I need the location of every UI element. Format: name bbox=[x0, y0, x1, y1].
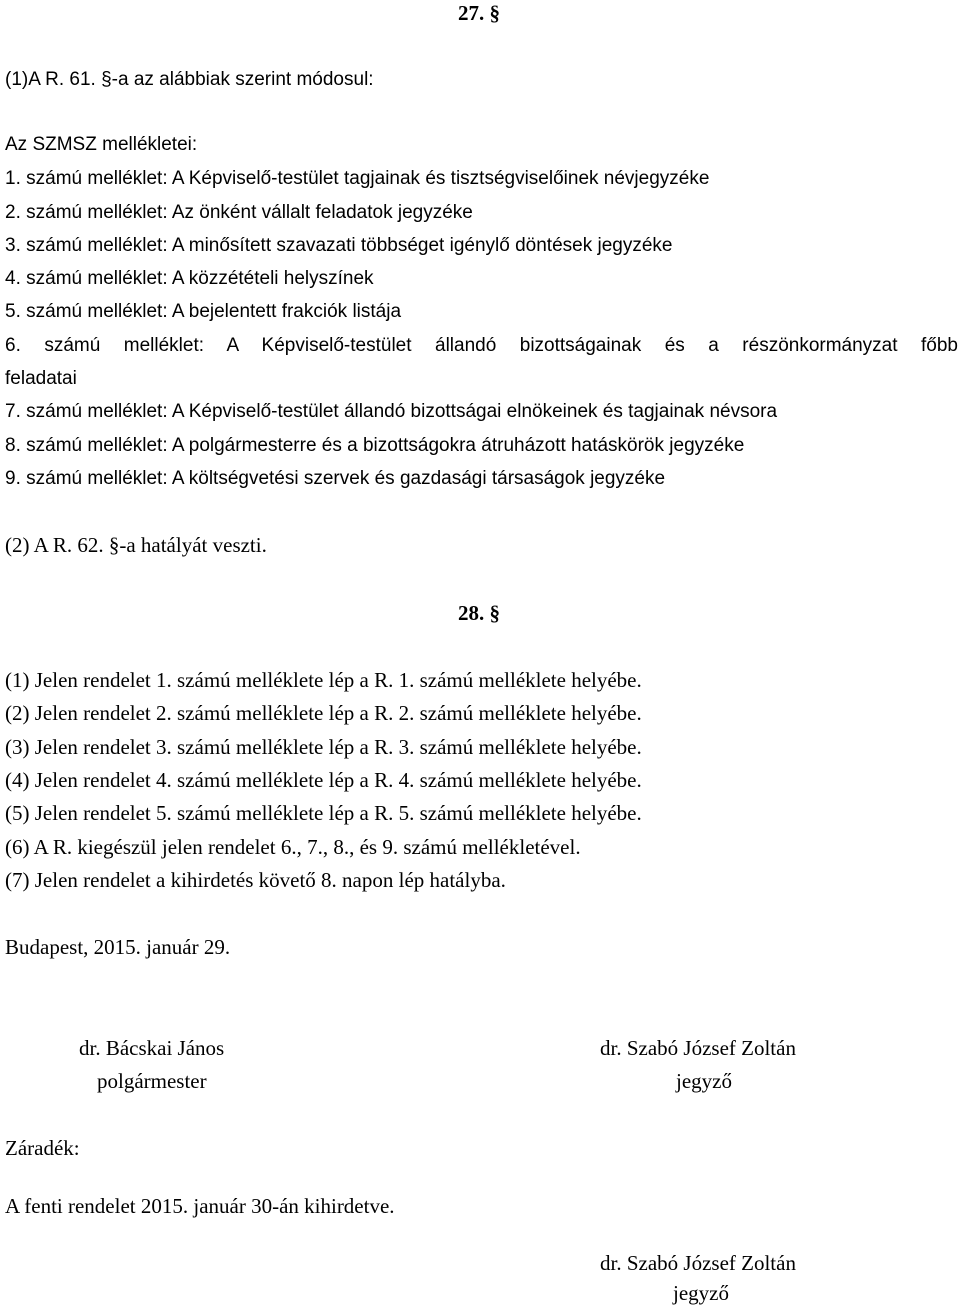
annex-item: 5. számú melléklet: A bejelentett frakciók listája bbox=[5, 301, 402, 322]
section-27-number: 27. § bbox=[458, 1, 500, 25]
signature-left-title: polgármester bbox=[97, 1069, 207, 1093]
annex-heading: Az SZMSZ mellékletei: bbox=[5, 134, 198, 155]
section-28-item: (3) Jelen rendelet 3. számú melléklete lép a R. 3. számú melléklete helyébe. bbox=[5, 735, 642, 759]
clause-signature-name: dr. Szabó József Zoltán bbox=[600, 1251, 796, 1275]
clause-signature-title: jegyző bbox=[673, 1281, 729, 1305]
annex-item: 8. számú melléklet: A polgármesterre és a bizottságokra átruházott hatáskörök jegyzéke bbox=[5, 435, 745, 456]
signature-right-title: jegyző bbox=[676, 1069, 732, 1093]
section-27-paragraph-2: (2) A R. 62. §-a hatályát veszti. bbox=[5, 533, 267, 557]
signature-right-name: dr. Szabó József Zoltán bbox=[600, 1036, 796, 1060]
annex-item: 2. számú melléklet: Az önként vállalt feladatok jegyzéke bbox=[5, 202, 473, 223]
section-28-number: 28. § bbox=[458, 601, 500, 625]
annex-item: 1. számú melléklet: A Képviselő-testület tagjainak és tisztségviselőinek névjegyzéke bbox=[5, 168, 710, 189]
signature-left-name: dr. Bácskai János bbox=[79, 1036, 225, 1060]
annex-item: 9. számú melléklet: A költségvetési szervek és gazdasági társaságok jegyzéke bbox=[5, 468, 666, 489]
annex-item: 4. számú melléklet: A közzétételi helyszínek bbox=[5, 268, 374, 289]
annex-item: 3. számú melléklet: A minősített szavazati többséget igénylő döntések jegyzéke bbox=[5, 235, 673, 256]
annex-item: 7. számú melléklet: A Képviselő-testület állandó bizottságai elnökeinek és tagjainak névsora bbox=[5, 401, 778, 422]
clause-text: A fenti rendelet 2015. január 30-án kihirdetve. bbox=[5, 1194, 395, 1218]
section-27-paragraph-1: (1)A R. 61. §-a az alábbiak szerint módosul: bbox=[5, 69, 374, 90]
section-28-item: (2) Jelen rendelet 2. számú melléklete lép a R. 2. számú melléklete helyébe. bbox=[5, 701, 642, 725]
section-28-item: (5) Jelen rendelet 5. számú melléklete lép a R. 5. számú melléklete helyébe. bbox=[5, 801, 642, 825]
clause-heading: Záradék: bbox=[5, 1136, 80, 1160]
section-28-item: (7) Jelen rendelet a kihirdetés követő 8. napon lép hatályba. bbox=[5, 868, 506, 892]
section-28-item: (6) A R. kiegészül jelen rendelet 6., 7., 8., és 9. számú mellékletével. bbox=[5, 835, 581, 859]
annex-item-continuation: feladatai bbox=[5, 368, 77, 389]
section-28-item: (4) Jelen rendelet 4. számú melléklete lép a R. 4. számú melléklete helyébe. bbox=[5, 768, 642, 792]
annex-item: 6. számú melléklet: A Képviselő-testület állandó bizottságainak és a részönkormányzat főbb bbox=[5, 335, 958, 356]
place-date: Budapest, 2015. január 29. bbox=[5, 935, 231, 959]
section-28-item: (1) Jelen rendelet 1. számú melléklete lép a R. 1. számú melléklete helyébe. bbox=[5, 668, 642, 692]
